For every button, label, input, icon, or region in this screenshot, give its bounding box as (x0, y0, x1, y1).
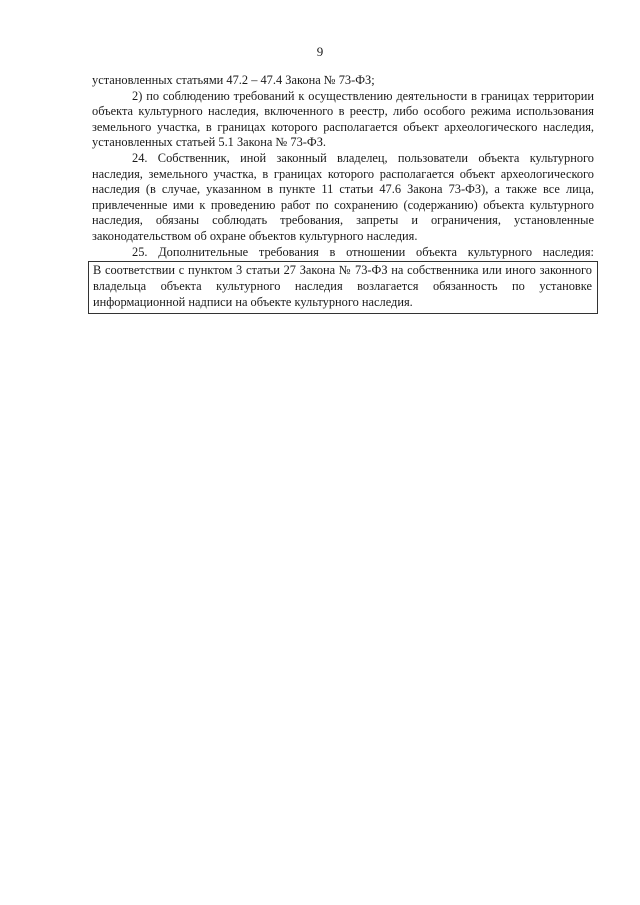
paragraph-item-24: 24. Собственник, иной законный владелец, пользователи объекта культурного наследия, земельного участка, в границах которого располагается объект археологического наследия (в случае, указанном в пункте 11 статьи 47.6 Закона 73-ФЗ), а также все лица, привлеченные ими к проведению работ по сохранению (содержанию) объекта культурного наследия, обязаны соблюдать требования, запреты и ограничения, установленные законодательством об охране объектов культурного наследия. (92, 150, 594, 243)
page-number: 9 (316, 44, 324, 59)
paragraph-item-25: 25. Дополнительные требования в отношении объекта культурного наследия: (132, 244, 594, 259)
document-body (92, 73, 594, 314)
paragraph-continuation: установленных статьями 47.2 – 47.4 Закона № 73-ФЗ; (92, 73, 375, 87)
boxed-requirement: В соответствии с пунктом 3 статьи 27 Закона № 73-ФЗ на собственника или иного законного владельца объекта культурного наследия возлагается обязанность по установке информационной надписи на объекте культурного наследия. (88, 261, 598, 313)
paragraph-item-2: 2) по соблюдению требований к осуществлению деятельности в границах территории объекта культурного наследия, включенного в реестр, либо особого режима использования земельного участка, в границах которого располагается объект археологического наследия, установленных статьей 5.1 Закона № 73-ФЗ. (92, 88, 594, 150)
